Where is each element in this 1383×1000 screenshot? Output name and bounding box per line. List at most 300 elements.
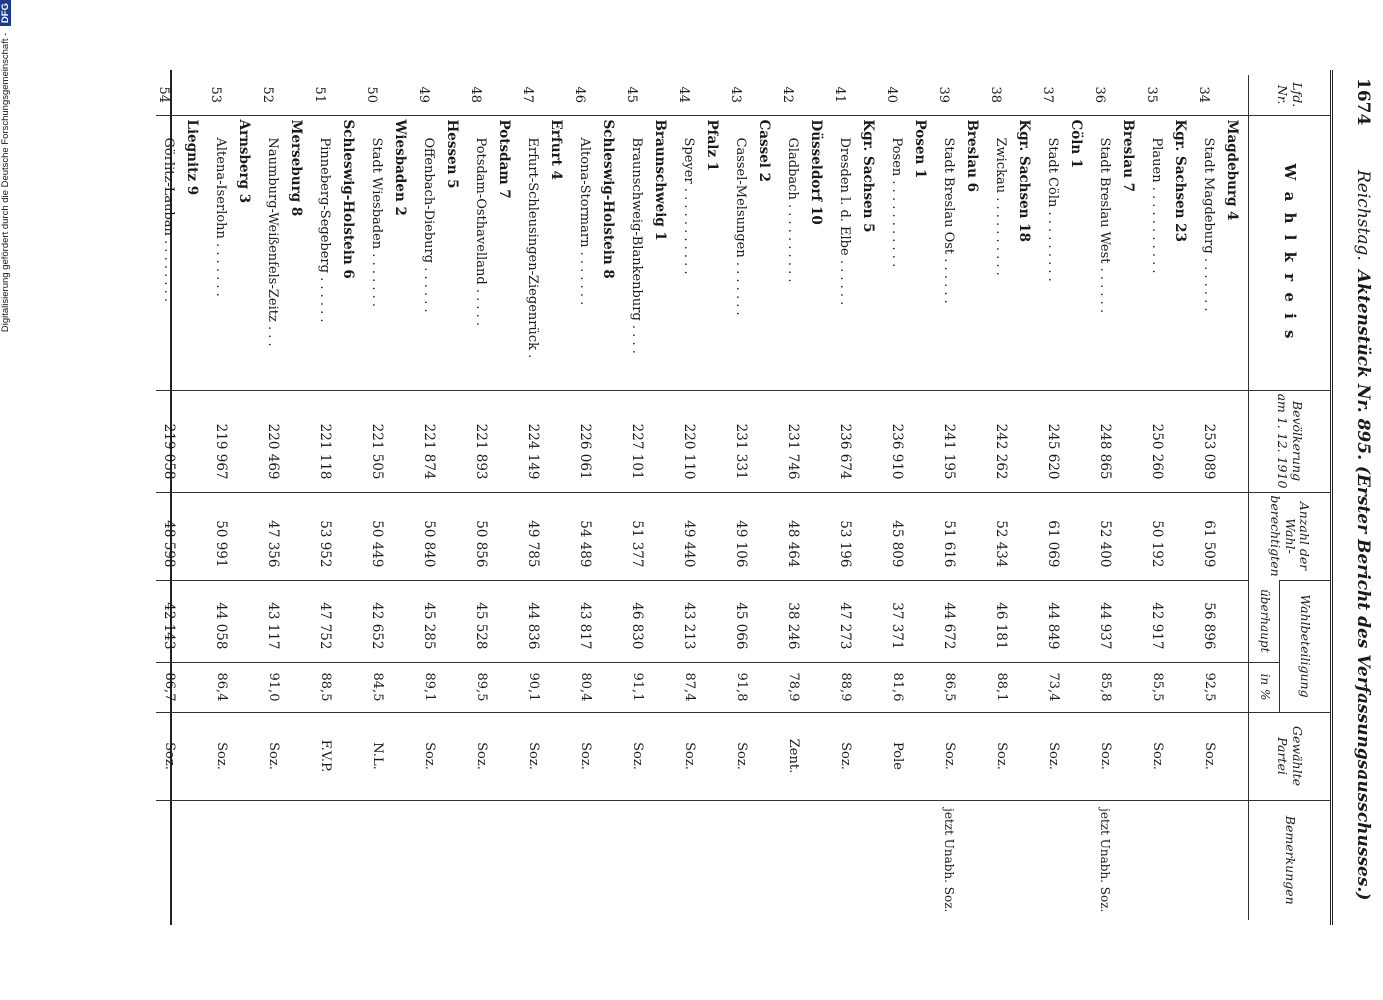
row-bevoelkerung bbox=[209, 390, 261, 492]
row-nr bbox=[885, 75, 937, 115]
row-partei bbox=[625, 712, 677, 800]
bevoelkerung-value: 250 260 bbox=[1149, 423, 1166, 480]
row-bevoelkerung bbox=[937, 390, 989, 492]
row-wahlkreis bbox=[521, 115, 573, 390]
col-ueberhaupt-header: überhaupt bbox=[1249, 580, 1280, 662]
wahlkreis-name: Kgr. Sachsen 18 bbox=[1016, 119, 1033, 242]
row-nr bbox=[417, 75, 469, 115]
ueberhaupt-value: 44 849 bbox=[1045, 602, 1062, 650]
prozent-value: 91,0 bbox=[266, 672, 282, 702]
row-berechtigte bbox=[729, 492, 781, 580]
partei-value: Soz. bbox=[1202, 742, 1218, 770]
prozent-value: 85,8 bbox=[1098, 672, 1114, 702]
row-nr bbox=[521, 75, 573, 115]
row-partei bbox=[313, 712, 365, 800]
bevoelkerung-value: 221 893 bbox=[473, 423, 490, 480]
berechtigte-value: 50 192 bbox=[1149, 520, 1166, 568]
row-bevoelkerung bbox=[469, 390, 521, 492]
row-ueberhaupt bbox=[1093, 580, 1145, 662]
row-ueberhaupt bbox=[209, 580, 261, 662]
row-bevoelkerung bbox=[157, 390, 209, 492]
row-bemerkung bbox=[313, 800, 365, 920]
row-bevoelkerung bbox=[885, 390, 937, 492]
row-bemerkung bbox=[521, 800, 573, 920]
row-nr bbox=[1197, 75, 1249, 115]
row-nr bbox=[833, 75, 885, 115]
row-nr bbox=[573, 75, 625, 115]
wahlkreis-name: Merseburg 8 bbox=[288, 119, 305, 217]
row-bevoelkerung bbox=[625, 390, 677, 492]
col-beteiligung-header: Wahlbeteiligung bbox=[1280, 580, 1331, 712]
prozent-value: 86,7 bbox=[162, 672, 178, 702]
row-partei bbox=[885, 712, 937, 800]
ueberhaupt-value: 37 371 bbox=[889, 602, 906, 650]
bevoelkerung-value: 241 195 bbox=[941, 423, 958, 480]
partei-value: Soz. bbox=[422, 742, 438, 770]
table-row bbox=[989, 75, 1041, 920]
bevoelkerung-value: 220 110 bbox=[681, 423, 698, 480]
ueberhaupt-value: 42 652 bbox=[369, 602, 386, 650]
row-partei bbox=[157, 712, 209, 800]
bevoelkerung-value: 231 746 bbox=[785, 423, 802, 480]
wahlkreis-name: Magdeburg 4 bbox=[1224, 119, 1241, 221]
row-bemerkung bbox=[573, 800, 625, 920]
row-number: 45 bbox=[624, 86, 640, 104]
row-ueberhaupt bbox=[521, 580, 573, 662]
table-row bbox=[573, 75, 625, 920]
row-wahlkreis bbox=[937, 115, 989, 390]
table-row bbox=[417, 75, 469, 920]
table-row bbox=[1197, 75, 1249, 920]
row-bemerkung bbox=[677, 800, 729, 920]
row-bevoelkerung bbox=[1145, 390, 1197, 492]
berechtigte-value: 49 785 bbox=[525, 520, 542, 568]
row-berechtigte bbox=[573, 492, 625, 580]
prozent-value: 92,5 bbox=[1202, 672, 1218, 702]
row-berechtigte bbox=[937, 492, 989, 580]
row-wahlkreis bbox=[313, 115, 365, 390]
row-ueberhaupt bbox=[417, 580, 469, 662]
row-ueberhaupt bbox=[989, 580, 1041, 662]
row-prozent bbox=[781, 662, 833, 712]
bevoelkerung-value: 221 118 bbox=[317, 423, 334, 480]
prozent-value: 80,4 bbox=[578, 672, 594, 702]
prozent-value: 86,5 bbox=[942, 672, 958, 702]
berechtigte-value: 52 400 bbox=[1097, 520, 1114, 568]
row-nr bbox=[469, 75, 521, 115]
row-number: 53 bbox=[208, 86, 224, 104]
table-row bbox=[261, 75, 313, 920]
table-row bbox=[157, 75, 209, 920]
ueberhaupt-value: 43 817 bbox=[577, 602, 594, 650]
bevoelkerung-value: 219 967 bbox=[213, 423, 230, 480]
row-nr bbox=[729, 75, 781, 115]
table-row bbox=[521, 75, 573, 920]
table-row bbox=[469, 75, 521, 920]
prozent-value: 91,8 bbox=[734, 672, 750, 702]
row-number: 40 bbox=[884, 86, 900, 104]
row-nr bbox=[1093, 75, 1145, 115]
row-prozent bbox=[885, 662, 937, 712]
row-partei bbox=[521, 712, 573, 800]
row-bemerkung bbox=[417, 800, 469, 920]
ueberhaupt-value: 38 246 bbox=[785, 602, 802, 650]
row-bemerkung bbox=[1041, 800, 1093, 920]
partei-value: Soz. bbox=[1046, 742, 1062, 770]
row-partei bbox=[469, 712, 521, 800]
row-wahlkreis bbox=[261, 115, 313, 390]
row-number: 54 bbox=[156, 86, 172, 104]
row-wahlkreis bbox=[729, 115, 781, 390]
bevoelkerung-value: 253 089 bbox=[1201, 423, 1218, 480]
wahlkreis-sub: Speyer . . . . . . . . . . . bbox=[681, 137, 697, 275]
table-row bbox=[1041, 75, 1093, 920]
row-wahlkreis bbox=[1093, 115, 1145, 390]
row-wahlkreis bbox=[209, 115, 261, 390]
partei-value: Soz. bbox=[474, 742, 490, 770]
ueberhaupt-value: 42 917 bbox=[1149, 602, 1166, 650]
dfg-logo: DFG bbox=[0, 0, 11, 26]
row-prozent bbox=[261, 662, 313, 712]
row-partei bbox=[365, 712, 417, 800]
row-prozent bbox=[677, 662, 729, 712]
berechtigte-value: 45 809 bbox=[889, 520, 906, 568]
ueberhaupt-value: 45 066 bbox=[733, 602, 750, 650]
wahlkreis-sub: Dresden l. d. Elbe . . . . . . bbox=[837, 137, 853, 306]
col-nr-header: Lfd. Nr. bbox=[1249, 75, 1331, 115]
partei-value: Soz. bbox=[266, 742, 282, 770]
row-bevoelkerung bbox=[261, 390, 313, 492]
row-number: 51 bbox=[312, 86, 328, 104]
table-body bbox=[157, 75, 1249, 920]
col-berechtigte-header: Anzahl der Wahl-berechtigten bbox=[1249, 492, 1331, 580]
prozent-value: 89,5 bbox=[474, 672, 490, 702]
row-partei bbox=[417, 712, 469, 800]
row-ueberhaupt bbox=[1041, 580, 1093, 662]
row-berechtigte bbox=[209, 492, 261, 580]
row-partei bbox=[261, 712, 313, 800]
row-wahlkreis bbox=[989, 115, 1041, 390]
wahlkreis-sub: Görlitz-Lauban . . . . . . . . bbox=[161, 137, 177, 303]
wahlkreis-name: Schleswig-Holstein 6 bbox=[340, 119, 357, 279]
row-prozent bbox=[729, 662, 781, 712]
prozent-value: 73,4 bbox=[1046, 672, 1062, 702]
row-partei bbox=[1041, 712, 1093, 800]
wahlkreis-name: Wiesbaden 2 bbox=[392, 119, 409, 216]
row-prozent bbox=[469, 662, 521, 712]
row-ueberhaupt bbox=[573, 580, 625, 662]
row-bemerkung bbox=[1145, 800, 1197, 920]
row-bevoelkerung bbox=[1197, 390, 1249, 492]
ueberhaupt-value: 43 117 bbox=[265, 602, 282, 650]
row-ueberhaupt bbox=[469, 580, 521, 662]
prozent-value: 89,1 bbox=[422, 672, 438, 702]
prozent-value: 90,1 bbox=[526, 672, 542, 702]
row-bemerkung bbox=[833, 800, 885, 920]
row-berechtigte bbox=[469, 492, 521, 580]
wahlkreis-sub: Pinneberg-Segeberg . . . . . . bbox=[317, 137, 333, 323]
row-number: 46 bbox=[572, 86, 588, 104]
row-nr bbox=[1041, 75, 1093, 115]
row-number: 49 bbox=[416, 86, 432, 104]
wahlkreis-sub: Stadt Breslau Ost . . . . . . bbox=[941, 137, 957, 304]
row-berechtigte bbox=[885, 492, 937, 580]
prozent-value: 88,1 bbox=[994, 672, 1010, 702]
wahlkreis-sub: Braunschweig-Blankenburg . . . . bbox=[629, 137, 645, 354]
row-prozent bbox=[989, 662, 1041, 712]
wahlkreis-sub: Stadt Wiesbaden . . . . . . . bbox=[369, 137, 385, 308]
ueberhaupt-value: 43 213 bbox=[681, 602, 698, 650]
row-prozent bbox=[1197, 662, 1249, 712]
row-number: 34 bbox=[1196, 86, 1212, 104]
row-partei bbox=[833, 712, 885, 800]
partei-value: N.L. bbox=[370, 742, 386, 770]
row-ueberhaupt bbox=[1197, 580, 1249, 662]
wahlkreis-name: Braunschweig 1 bbox=[652, 119, 669, 241]
wahlkreis-name: Liegnitz 9 bbox=[184, 119, 201, 196]
row-number: 43 bbox=[728, 86, 744, 104]
col-bemerkungen-header: Bemerkungen bbox=[1249, 800, 1331, 920]
ueberhaupt-value: 44 836 bbox=[525, 602, 542, 650]
wahlkreis-sub: Altena-Iserlohn . . . . . . . bbox=[213, 137, 229, 297]
prozent-value: 86,4 bbox=[214, 672, 230, 702]
row-prozent bbox=[521, 662, 573, 712]
page-title: Aktenstück Nr. 895. (Erster Bericht des Verfassungsausschusses.) bbox=[1353, 270, 1373, 901]
berechtigte-value: 61 069 bbox=[1045, 520, 1062, 568]
page-number: 1674 bbox=[1353, 78, 1373, 126]
bevoelkerung-value: 220 469 bbox=[265, 423, 282, 480]
col-kreis-header: W a h l k r e i s bbox=[1249, 115, 1331, 390]
berechtigte-value: 50 449 bbox=[369, 520, 386, 568]
wahlkreis-sub: Stadt Cöln . . . . . . . . . bbox=[1045, 137, 1061, 282]
prozent-value: 88,5 bbox=[318, 672, 334, 702]
row-nr bbox=[677, 75, 729, 115]
prozent-value: 85,5 bbox=[1150, 672, 1166, 702]
partei-value: Pole bbox=[890, 742, 906, 770]
row-number: 37 bbox=[1040, 86, 1056, 104]
partei-value: Soz. bbox=[1098, 742, 1114, 770]
row-berechtigte bbox=[417, 492, 469, 580]
row-bevoelkerung bbox=[781, 390, 833, 492]
berechtigte-value: 53 952 bbox=[317, 520, 334, 568]
berechtigte-value: 53 196 bbox=[837, 520, 854, 568]
bevoelkerung-value: 245 620 bbox=[1045, 423, 1062, 480]
row-ueberhaupt bbox=[781, 580, 833, 662]
credit-text: Digitalisierung gefördert durch die Deutsche Forschungsgemeinschaft - bbox=[0, 32, 11, 333]
row-ueberhaupt bbox=[885, 580, 937, 662]
partei-value: Soz. bbox=[162, 742, 178, 770]
row-bemerkung bbox=[365, 800, 417, 920]
wahlkreis-name: Düsseldorf 10 bbox=[808, 119, 825, 225]
row-number: 41 bbox=[832, 86, 848, 104]
table-row bbox=[1145, 75, 1197, 920]
page-header bbox=[1343, 40, 1383, 900]
row-partei bbox=[937, 712, 989, 800]
row-nr bbox=[365, 75, 417, 115]
wahlkreis-name: Breslau 6 bbox=[964, 119, 981, 192]
wahlkreis-sub: Naumburg-Weißenfels-Zeitz . . . bbox=[265, 137, 281, 347]
row-partei bbox=[781, 712, 833, 800]
row-partei bbox=[989, 712, 1041, 800]
row-prozent bbox=[209, 662, 261, 712]
wahlkreis-name: Arnsberg 3 bbox=[236, 119, 253, 204]
row-ueberhaupt bbox=[729, 580, 781, 662]
wahlkreis-name: Erfurt 4 bbox=[548, 119, 565, 180]
bevoelkerung-value: 221 874 bbox=[421, 423, 438, 480]
row-bevoelkerung bbox=[521, 390, 573, 492]
row-wahlkreis bbox=[1197, 115, 1249, 390]
row-bemerkung bbox=[209, 800, 261, 920]
prozent-value: 81,6 bbox=[890, 672, 906, 702]
row-bevoelkerung bbox=[989, 390, 1041, 492]
row-wahlkreis bbox=[157, 115, 209, 390]
credit-strip bbox=[0, 0, 14, 1000]
berechtigte-value: 47 356 bbox=[265, 520, 282, 568]
berechtigte-value: 54 489 bbox=[577, 520, 594, 568]
wahlkreis-sub: Gladbach . . . . . . . . . . bbox=[785, 137, 801, 283]
bevoelkerung-value: 236 910 bbox=[889, 423, 906, 480]
ueberhaupt-value: 44 058 bbox=[213, 602, 230, 650]
table-row bbox=[209, 75, 261, 920]
row-bevoelkerung bbox=[1041, 390, 1093, 492]
partei-value: Soz. bbox=[526, 742, 542, 770]
row-prozent bbox=[833, 662, 885, 712]
partei-value: Soz. bbox=[838, 742, 854, 770]
wahlkreis-name: Posen 1 bbox=[912, 119, 929, 179]
row-berechtigte bbox=[677, 492, 729, 580]
wahlkreis-sub: Stadt Magdeburg . . . . . . . bbox=[1201, 137, 1217, 312]
row-wahlkreis bbox=[885, 115, 937, 390]
wahlkreis-sub: Cassel-Melsungen . . . . . . . bbox=[733, 137, 749, 316]
row-nr bbox=[1145, 75, 1197, 115]
bemerkung-value: jetzt Unabh. Soz. bbox=[1098, 808, 1113, 913]
partei-value: Soz. bbox=[578, 742, 594, 770]
row-wahlkreis bbox=[365, 115, 417, 390]
row-number: 50 bbox=[364, 86, 380, 104]
row-bemerkung bbox=[989, 800, 1041, 920]
row-prozent bbox=[937, 662, 989, 712]
col-prozent-header: in % bbox=[1249, 662, 1280, 712]
berechtigte-value: 48 464 bbox=[785, 520, 802, 568]
row-bemerkung bbox=[157, 800, 209, 920]
wahlkreis-name: Breslau 7 bbox=[1120, 119, 1137, 192]
wahlkreis-name: Potsdam 7 bbox=[496, 119, 513, 199]
row-ueberhaupt bbox=[625, 580, 677, 662]
row-wahlkreis bbox=[417, 115, 469, 390]
partei-value: Soz. bbox=[942, 742, 958, 770]
table-row bbox=[729, 75, 781, 920]
partei-value: Soz. bbox=[682, 742, 698, 770]
row-number: 38 bbox=[988, 86, 1004, 104]
ueberhaupt-value: 44 937 bbox=[1097, 602, 1114, 650]
bevoelkerung-value: 219 058 bbox=[161, 423, 178, 480]
table-row bbox=[365, 75, 417, 920]
row-bemerkung bbox=[1197, 800, 1249, 920]
row-prozent bbox=[625, 662, 677, 712]
wahlkreis-name: Hessen 5 bbox=[444, 119, 461, 189]
row-prozent bbox=[365, 662, 417, 712]
row-berechtigte bbox=[1041, 492, 1093, 580]
row-wahlkreis bbox=[1145, 115, 1197, 390]
row-prozent bbox=[1145, 662, 1197, 712]
row-wahlkreis bbox=[1041, 115, 1093, 390]
row-bevoelkerung bbox=[365, 390, 417, 492]
row-wahlkreis bbox=[677, 115, 729, 390]
row-nr bbox=[209, 75, 261, 115]
bevoelkerung-value: 248 865 bbox=[1097, 423, 1114, 480]
row-number: 36 bbox=[1092, 86, 1108, 104]
row-ueberhaupt bbox=[365, 580, 417, 662]
berechtigte-value: 50 991 bbox=[213, 520, 230, 568]
row-berechtigte bbox=[313, 492, 365, 580]
row-bevoelkerung bbox=[573, 390, 625, 492]
partei-value: Soz. bbox=[994, 742, 1010, 770]
row-bemerkung bbox=[625, 800, 677, 920]
row-bevoelkerung bbox=[313, 390, 365, 492]
wahlkreis-name: Kgr. Sachsen 5 bbox=[860, 119, 877, 233]
row-number: 44 bbox=[676, 86, 692, 104]
row-partei bbox=[1197, 712, 1249, 800]
wahlkreis-sub: Offenbach-Dieburg . . . . . . bbox=[421, 137, 437, 313]
row-bemerkung bbox=[729, 800, 781, 920]
row-wahlkreis bbox=[781, 115, 833, 390]
row-prozent bbox=[573, 662, 625, 712]
row-ueberhaupt bbox=[313, 580, 365, 662]
row-berechtigte bbox=[1093, 492, 1145, 580]
row-number: 39 bbox=[936, 86, 952, 104]
bevoelkerung-value: 226 061 bbox=[577, 423, 594, 480]
row-bemerkung bbox=[781, 800, 833, 920]
ueberhaupt-value: 56 896 bbox=[1201, 602, 1218, 650]
prozent-value: 88,9 bbox=[838, 672, 854, 702]
row-bevoelkerung bbox=[833, 390, 885, 492]
row-berechtigte bbox=[989, 492, 1041, 580]
ueberhaupt-value: 44 672 bbox=[941, 602, 958, 650]
wahlkreis-name: Pfalz 1 bbox=[704, 119, 721, 172]
prozent-value: 87,4 bbox=[682, 672, 698, 702]
row-ueberhaupt bbox=[677, 580, 729, 662]
berechtigte-value: 49 106 bbox=[733, 520, 750, 568]
wahlkreis-name: Cöln 1 bbox=[1068, 119, 1085, 169]
row-partei bbox=[1145, 712, 1197, 800]
row-nr bbox=[313, 75, 365, 115]
prozent-value: 91,1 bbox=[630, 672, 646, 702]
row-bevoelkerung bbox=[417, 390, 469, 492]
wahlkreis-sub: Altona-Stormarn . . . . . . . bbox=[577, 137, 593, 306]
partei-value: Soz. bbox=[214, 742, 230, 770]
row-berechtigte bbox=[1145, 492, 1197, 580]
row-ueberhaupt bbox=[937, 580, 989, 662]
running-title: Reichstag. bbox=[1353, 170, 1373, 261]
row-prozent bbox=[313, 662, 365, 712]
row-number: 47 bbox=[520, 86, 536, 104]
row-wahlkreis bbox=[625, 115, 677, 390]
row-number: 35 bbox=[1144, 86, 1160, 104]
berechtigte-value: 51 616 bbox=[941, 520, 958, 568]
row-number: 52 bbox=[260, 86, 276, 104]
bemerkung-value: jetzt Unabh. Soz. bbox=[942, 808, 957, 913]
row-prozent bbox=[1093, 662, 1145, 712]
row-bevoelkerung bbox=[1093, 390, 1145, 492]
wahlkreis-sub: Posen . . . . . . . . . . . bbox=[889, 137, 905, 268]
table-row bbox=[677, 75, 729, 920]
row-partei bbox=[677, 712, 729, 800]
election-table bbox=[157, 75, 1331, 920]
wahlkreis-name: Cassel 2 bbox=[756, 119, 773, 183]
row-ueberhaupt bbox=[833, 580, 885, 662]
wahlkreis-sub: Erfurt-Schleusingen-Ziegenrück . bbox=[525, 137, 541, 359]
partei-value: Soz. bbox=[734, 742, 750, 770]
